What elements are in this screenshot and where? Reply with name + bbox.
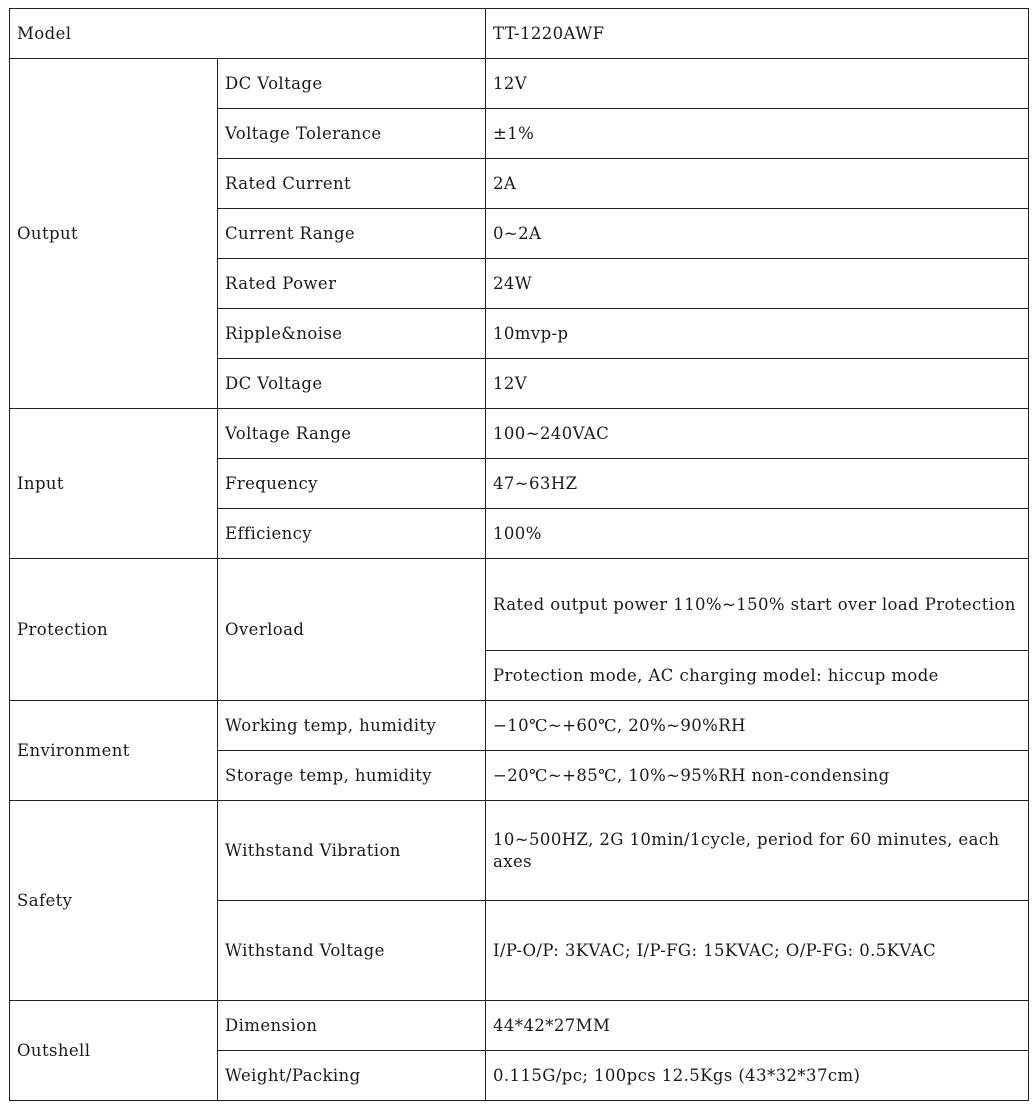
table-row [10, 409, 1029, 459]
outshell-label: Weight/Packing [218, 1051, 486, 1101]
environment-label: Storage temp, humidity [218, 751, 486, 801]
outshell-value: 44*42*27MM [486, 1001, 1029, 1051]
output-label: Current Range [218, 209, 486, 259]
table-row [10, 801, 1029, 901]
input-label: Efficiency [218, 509, 486, 559]
environment-group: Environment [10, 701, 218, 801]
input-value: 47~63HZ [486, 459, 1029, 509]
output-value: 12V [486, 359, 1029, 409]
table-row [10, 9, 1029, 59]
protection-group: Protection [10, 559, 218, 701]
table-row [10, 701, 1029, 751]
protection-value: Protection mode, AC charging model: hiccup mode [486, 651, 1029, 701]
output-label: Voltage Tolerance [218, 109, 486, 159]
output-label: DC Voltage [218, 59, 486, 109]
model-label: Model [10, 9, 486, 59]
environment-label: Working temp, humidity [218, 701, 486, 751]
outshell-label: Dimension [218, 1001, 486, 1051]
output-value: 24W [486, 259, 1029, 309]
safety-value: 10~500HZ, 2G 10min/1cycle, period for 60 minutes, each axes [486, 801, 1029, 901]
environment-value: −10℃~+60℃, 20%~90%RH [486, 701, 1029, 751]
output-group: Output [10, 59, 218, 409]
outshell-value: 0.115G/pc; 100pcs 12.5Kgs (43*32*37cm) [486, 1051, 1029, 1101]
outshell-group: Outshell [10, 1001, 218, 1101]
input-value: 100% [486, 509, 1029, 559]
output-value: 2A [486, 159, 1029, 209]
protection-label: Overload [218, 559, 486, 701]
output-label: Ripple&noise [218, 309, 486, 359]
output-label: Rated Power [218, 259, 486, 309]
safety-group: Safety [10, 801, 218, 1001]
safety-label: Withstand Vibration [218, 801, 486, 901]
protection-value: Rated output power 110%~150% start over load Protection [486, 559, 1029, 651]
output-label: DC Voltage [218, 359, 486, 409]
input-label: Voltage Range [218, 409, 486, 459]
output-value: 10mvp-p [486, 309, 1029, 359]
environment-value: −20℃~+85℃, 10%~95%RH non-condensing [486, 751, 1029, 801]
safety-value: I/P-O/P: 3KVAC; I/P-FG: 15KVAC; O/P-FG: 0.5KVAC [486, 901, 1029, 1001]
output-value: ±1% [486, 109, 1029, 159]
table-row [10, 1001, 1029, 1051]
model-value: TT-1220AWF [486, 9, 1029, 59]
spec-table [9, 8, 1029, 1101]
output-value: 12V [486, 59, 1029, 109]
input-label: Frequency [218, 459, 486, 509]
input-value: 100~240VAC [486, 409, 1029, 459]
table-row [10, 559, 1029, 651]
safety-label: Withstand Voltage [218, 901, 486, 1001]
output-value: 0~2A [486, 209, 1029, 259]
output-label: Rated Current [218, 159, 486, 209]
input-group: Input [10, 409, 218, 559]
table-row [10, 59, 1029, 109]
